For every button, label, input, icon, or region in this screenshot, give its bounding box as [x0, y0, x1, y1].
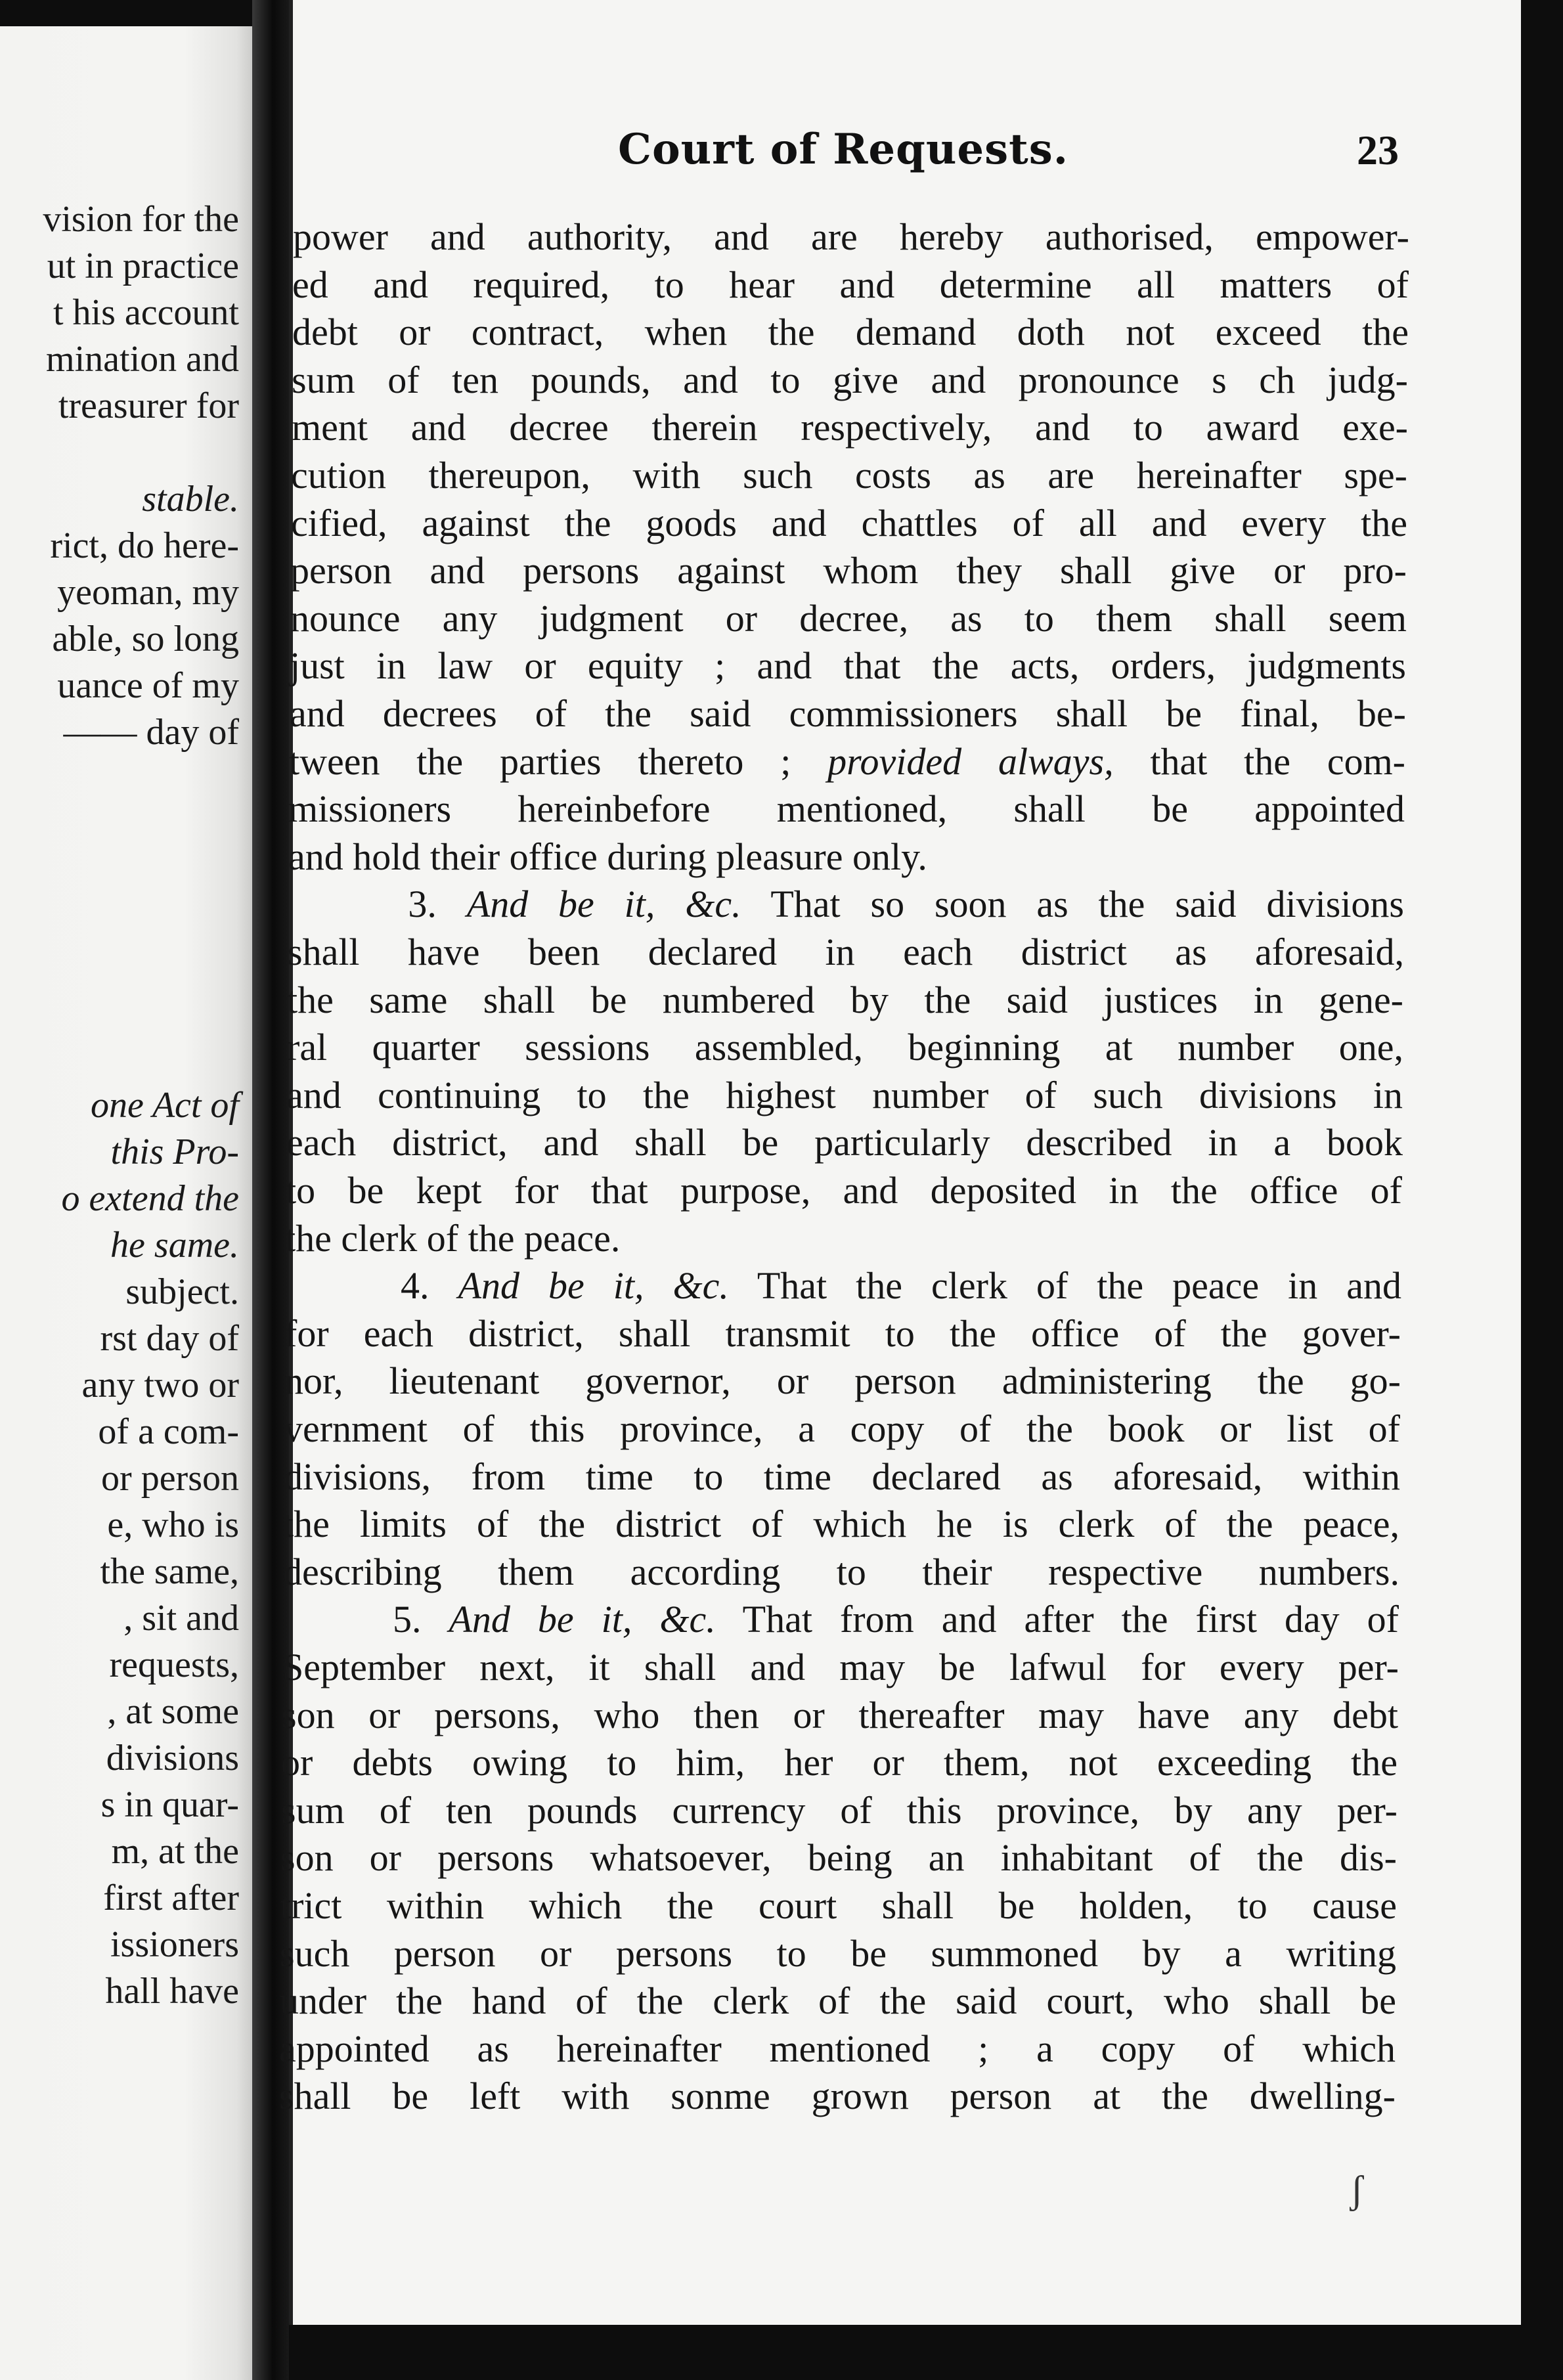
left-page-line: able, so long	[52, 619, 239, 659]
body-line-text: and decrees of the said commissioners shall be final, be-	[290, 692, 1406, 735]
body-line-text: under the hand of the clerk of the said court, who shall be	[280, 1979, 1396, 2023]
body-line-text: divisions, from time to time declared as aforesaid, within	[284, 1455, 1400, 1498]
left-page-line: e, who is	[107, 1505, 239, 1545]
body-line-text: the limits of the district of which he is clerk of the peace,	[283, 1503, 1399, 1546]
body-line-text: nor, lieutenant governor, or person administering the go-	[284, 1359, 1401, 1403]
body-line	[283, 1504, 1399, 1545]
body-line	[282, 1647, 1399, 1688]
body-line	[293, 217, 1409, 257]
running-head-title: Court of Requests.	[618, 125, 1069, 174]
body-line	[285, 1266, 1401, 1306]
left-page-line: rict, do here-	[50, 525, 239, 566]
left-page-line: subject.	[125, 1271, 239, 1312]
body-line-italic: provided always,	[827, 739, 1114, 783]
body-line	[284, 1409, 1400, 1449]
stray-ink-mark: ʃ	[1350, 2168, 1363, 2211]
left-page-line: vision for the	[43, 199, 239, 240]
body-line-text: and continuing to the highest number of such divisions in	[286, 1073, 1403, 1116]
body-line	[292, 360, 1408, 401]
body-line	[290, 550, 1407, 591]
body-line-text: son or persons whatsoever, being an inhabitant of the dis-	[280, 1836, 1397, 1880]
body-line-text: son or persons, who then or thereafter may have any debt	[282, 1693, 1398, 1736]
left-page-line: one Act of	[90, 1085, 239, 1126]
page-number: 23	[1357, 127, 1399, 173]
body-line-italic: And be it, &c.	[466, 883, 741, 926]
body-line	[292, 312, 1409, 353]
left-page-line: the same,	[100, 1551, 239, 1592]
body-line-text-tail: That the clerk of the peace in and	[728, 1264, 1402, 1308]
body-line-text: and hold their office during pleasure only.	[288, 835, 927, 878]
body-line-text: 4.	[285, 1264, 458, 1308]
body-line	[286, 1075, 1403, 1116]
body-line	[279, 2076, 1396, 2117]
left-page-line: first after	[103, 1878, 239, 1918]
body-line-text: just in law or equity ; and that the acts, orders, judgments	[290, 644, 1406, 688]
body-text	[279, 0, 1521, 2325]
left-page-line: this Pro-	[110, 1132, 239, 1172]
left-page-line: mination and	[46, 339, 239, 380]
left-page-line: rst day of	[100, 1318, 239, 1359]
body-line	[282, 1599, 1399, 1640]
body-line	[287, 980, 1403, 1021]
body-line-text: September next, it shall and may be lafwul for every per-	[282, 1646, 1399, 1688]
body-line-text: ment and decree therein respectively, and to award exe-	[292, 406, 1408, 449]
left-page-line: —— day of	[63, 712, 239, 753]
body-line-text-tail: that the com-	[1113, 739, 1405, 783]
body-line-text: nounce any judgment or decree, as to them shall seem	[290, 596, 1407, 640]
body-line-text: 3.	[288, 883, 467, 926]
left-page-fragment	[0, 26, 263, 2380]
body-line-text: vernment of this province, a copy of the book or list of	[284, 1407, 1400, 1450]
body-line	[291, 455, 1407, 496]
body-line-text: for each district, shall transmit to the office of the gover-	[284, 1311, 1401, 1355]
body-line-text: the clerk of the peace.	[285, 1216, 621, 1260]
body-line	[289, 741, 1405, 782]
left-page-line: uance of my	[57, 665, 239, 706]
body-line	[288, 789, 1405, 829]
body-line	[283, 1552, 1399, 1593]
left-page-line: divisions	[106, 1738, 239, 1778]
body-line-text: sum of ten pounds currency of this province, by any per-	[281, 1788, 1398, 1832]
body-line	[279, 2029, 1396, 2069]
body-line	[284, 1313, 1401, 1354]
left-page-line: m, at the	[111, 1831, 239, 1872]
left-page-line: , sit and	[123, 1598, 239, 1639]
body-line-text: debt or contract, when the demand doth not exceed the	[292, 311, 1409, 354]
body-line	[284, 1457, 1400, 1497]
body-line	[285, 1218, 1401, 1259]
body-line	[288, 884, 1404, 925]
right-page	[279, 0, 1521, 2325]
body-line	[292, 407, 1408, 448]
left-page-line: s in quar-	[100, 1784, 239, 1825]
body-line-text: missioners hereinbefore mentioned, shall be appointed	[288, 787, 1405, 831]
body-line-text: or debts owing to him, her or them, not exceeding the	[281, 1741, 1398, 1784]
body-line	[290, 598, 1407, 639]
left-page-line: or person	[101, 1458, 239, 1499]
body-line-text: shall have been declared in each district as aforesaid,	[288, 931, 1404, 973]
body-line	[290, 694, 1406, 734]
left-page-line: stable.	[142, 479, 239, 519]
body-line	[280, 1981, 1396, 2021]
left-page-line: ut in practice	[47, 246, 239, 286]
body-line-text: person and persons against whom they shall give or pro-	[290, 549, 1407, 592]
body-line-text: such person or persons to be summoned by a writing	[280, 1931, 1396, 1975]
body-line-text: trict within which the court shall be holden, to cause	[280, 1884, 1397, 1927]
body-line-text: cified, against the goods and chattles of all and every the	[291, 501, 1407, 544]
left-page-line: yeoman, my	[57, 572, 239, 613]
body-line	[280, 1885, 1397, 1926]
body-line-text: ed and required, to hear and determine all matters of	[292, 263, 1409, 306]
body-line	[287, 1027, 1403, 1068]
body-line	[288, 837, 1405, 877]
body-line-text: cution thereupon, with such costs as are hereinafter spe-	[291, 454, 1407, 496]
left-page-line: he same.	[110, 1225, 239, 1266]
body-line-text: tween the parties thereto ;	[289, 739, 828, 783]
left-page-line: o extend the	[61, 1178, 239, 1219]
body-line-text-tail: That from and after the first day of	[715, 1598, 1399, 1641]
left-page-line: of a com-	[98, 1411, 239, 1452]
left-page-line: hall have	[105, 1971, 239, 2012]
left-page-line: issioners	[110, 1924, 239, 1965]
scan-border	[289, 2325, 1563, 2380]
body-line	[288, 932, 1404, 973]
body-line	[281, 1742, 1398, 1783]
body-line-text: appointed as hereinafter mentioned ; a copy of which	[279, 2027, 1396, 2070]
body-line-text: describing them according to their respective numbers.	[283, 1550, 1399, 1593]
body-line-text-tail: That so soon as the said divisions	[741, 883, 1405, 926]
body-line-text: 5.	[282, 1598, 449, 1641]
body-line	[280, 1838, 1397, 1878]
body-line	[284, 1361, 1401, 1401]
left-page-line: , at some	[107, 1691, 239, 1732]
body-line	[292, 265, 1409, 305]
left-page-line: treasurer for	[58, 386, 239, 426]
body-line	[280, 1933, 1396, 1974]
body-line	[290, 646, 1406, 686]
body-line-text: each district, and shall be particularly described in a book	[286, 1121, 1403, 1164]
body-line-italic: And be it, &c.	[449, 1598, 716, 1641]
body-line-italic: And be it, &c.	[458, 1264, 729, 1308]
body-line	[286, 1122, 1403, 1163]
body-line-text: the same shall be numbered by the said justices in gene-	[287, 978, 1403, 1021]
body-line-text: sum of ten pounds, and to give and pronounce s ch judg-	[292, 358, 1408, 401]
body-line-text: shall be left with sonme grown person at the dwelling-	[279, 2075, 1396, 2118]
left-page-line: t his account	[53, 292, 239, 333]
body-line-text: ral quarter sessions assembled, beginning at number one,	[287, 1026, 1403, 1069]
left-page-line: requests,	[109, 1644, 239, 1685]
body-line	[291, 503, 1407, 544]
body-line	[282, 1695, 1398, 1736]
body-line-text: power and authority, and are hereby authorised, empower-	[293, 215, 1409, 258]
body-line-text: to be kept for that purpose, and deposited in the office of	[286, 1169, 1402, 1212]
body-line	[281, 1790, 1398, 1831]
body-line	[286, 1170, 1402, 1211]
left-page-line: any two or	[81, 1365, 239, 1405]
